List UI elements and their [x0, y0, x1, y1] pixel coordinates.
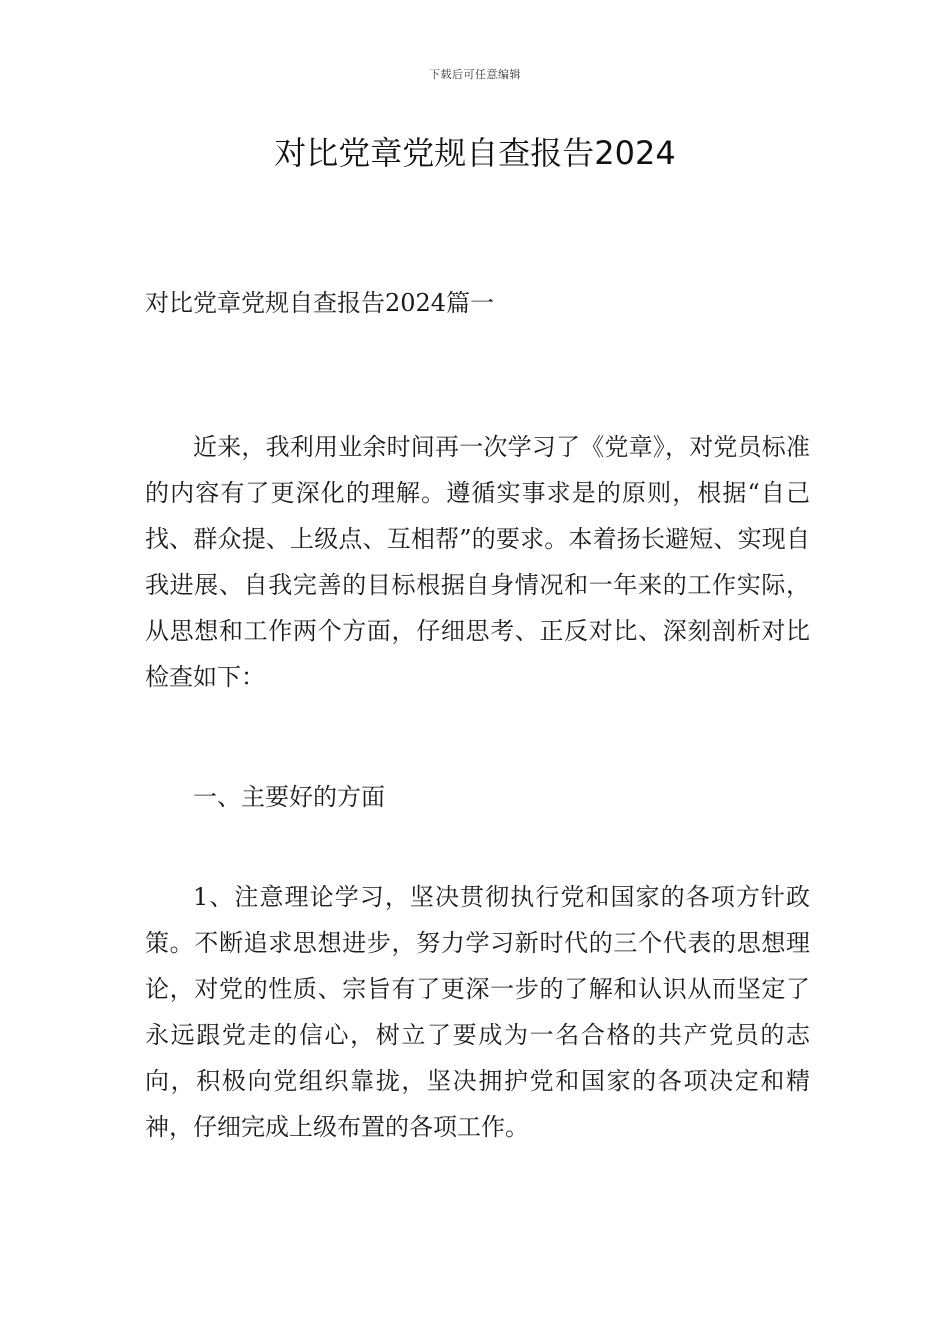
header-note: 下载后可任意编辑	[429, 68, 521, 81]
intro-paragraph: 近来，我利用业余时间再一次学习了《党章》，对党员标准的内容有了更深化的理解。遵循实事求是的原则，根据“自己找、群众提、上级点、互相帮”的要求。本着扬长避短、实现自我进展、自我完善的目标根据自身情况和一年来的工作实际，从思想和工作两个方面，仔细思考、正反对比、深刻剖析对比检查如下：	[145, 433, 810, 691]
subsection-heading: 一、主要好的方面	[193, 783, 385, 811]
point-one-paragraph: 1、注意理论学习，坚决贯彻执行党和国家的各项方针政策。不断追求思想进步，努力学习新时代的三个代表的思想理论，对党的性质、宗旨有了更深一步的了解和认识从而坚定了永远跟党走的信心，树立了要成为一名合格的共产党员的志向，积极向党组织靠拢，坚决拥护党和国家的各项决定和精神，仔细完成上级布置的各项工作。	[145, 883, 810, 1141]
document-title: 对比党章党规自查报告2024	[274, 134, 676, 172]
section-heading: 对比党章党规自查报告2024篇一	[145, 289, 495, 317]
